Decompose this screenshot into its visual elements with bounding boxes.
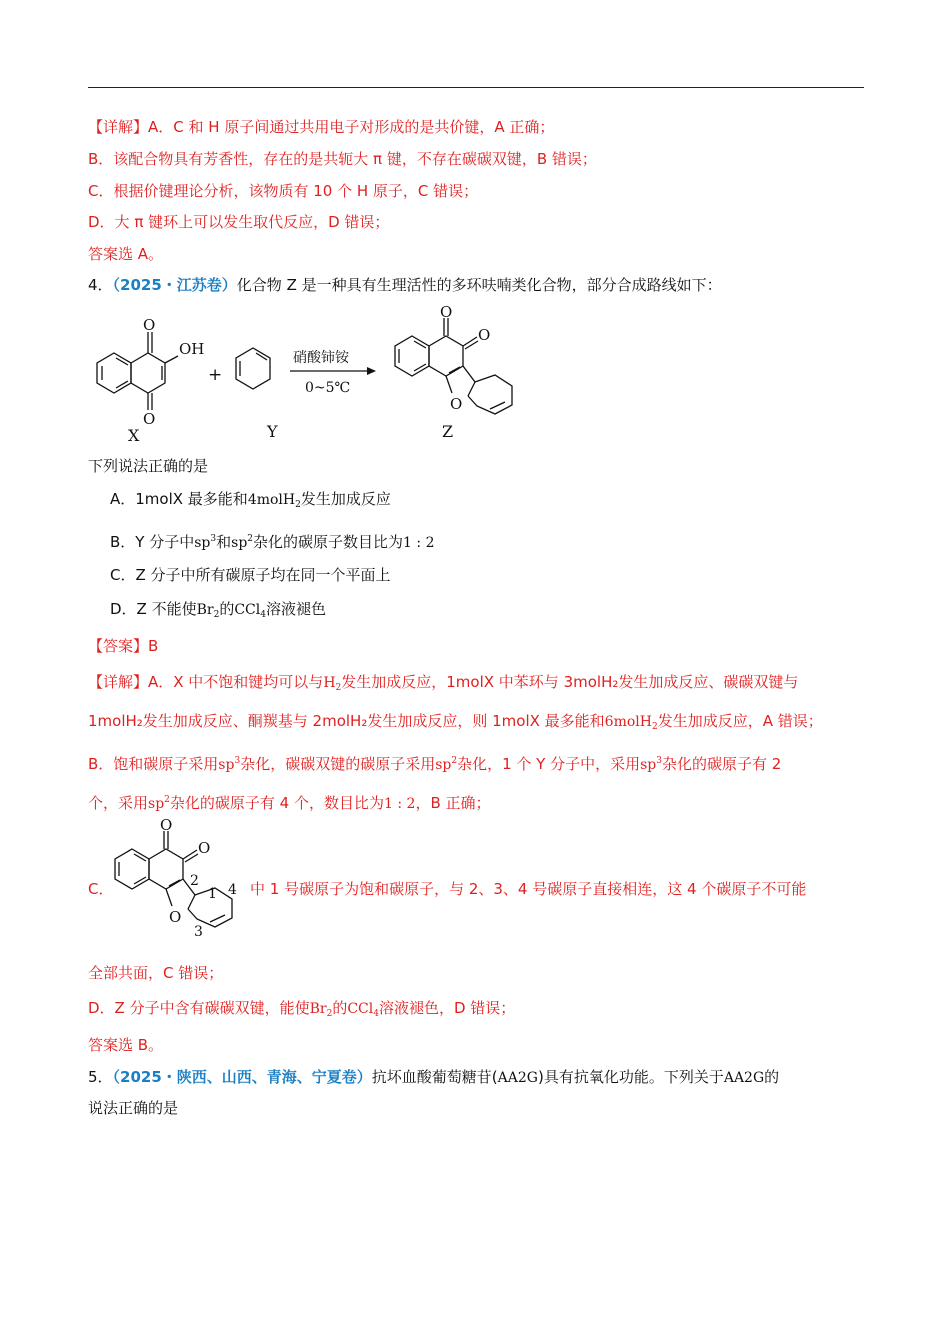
dd-br-sub: 2 bbox=[326, 1009, 333, 1019]
opt-b-sup3: 3 bbox=[210, 534, 217, 544]
q5-stem-line1 bbox=[88, 1067, 779, 1088]
nz-oxygen-furan: O bbox=[169, 908, 182, 926]
q4-source: （2025・江苏卷） bbox=[112, 276, 237, 294]
da-h-sub: 2 bbox=[335, 683, 342, 693]
dd-br: Br bbox=[309, 1001, 327, 1017]
db-sp-d: sp bbox=[148, 796, 165, 812]
carbon-number-2: 2 bbox=[190, 873, 199, 889]
da-text3: 1molH₂发生加成反应、酮羰基与 2molH₂发生加成反应，则 1molX 最多能和 bbox=[88, 712, 605, 730]
da-text2: 发生加成反应，1molX 中苯环与 3molH₂发生加成反应、碳碳双键与 bbox=[341, 673, 799, 691]
condition-text: 0~5℃ bbox=[305, 380, 351, 396]
q5-aa2g-1: AA2G bbox=[497, 1070, 538, 1086]
db-text3: 杂化，1 个 Y 分子中，采用 bbox=[457, 755, 641, 773]
x-hydroxyl: OH bbox=[179, 340, 205, 358]
da-text4: 发生加成反应，A 错误； bbox=[657, 712, 823, 730]
q3-detail-c: C．根据价键理论分析，该物质有 10 个 H 原子，C 错误； bbox=[88, 182, 479, 200]
carbon-number-4: 4 bbox=[228, 882, 237, 898]
opt-d-ccl: CCl bbox=[234, 602, 261, 618]
db-sup-a: 3 bbox=[234, 756, 241, 766]
opt-a-formula: 4molH bbox=[247, 492, 296, 508]
reagent-text: 硝酸铈铵 bbox=[293, 350, 349, 366]
q4-detail-c-prefix: C． bbox=[88, 880, 114, 898]
da-6molh: 6molH bbox=[604, 714, 652, 730]
header-rule bbox=[88, 87, 864, 88]
reaction-arrow-head bbox=[367, 367, 376, 375]
db-text1: B．饱和碳原子采用 bbox=[88, 755, 219, 773]
numbered-z-structure bbox=[108, 816, 258, 942]
q4-option-a[interactable] bbox=[110, 489, 391, 515]
q3-detail-a: 【详解】A．C 和 H 原子间通过共用电子对形成的是共价键，A 正确； bbox=[88, 118, 555, 136]
q5-text2: )具有抗氧化功能。下列关于 bbox=[537, 1068, 724, 1086]
db-text4: 杂化的碳原子有 2 bbox=[662, 755, 782, 773]
q5-text1: 抗坏血酸葡萄糖苷( bbox=[371, 1068, 498, 1086]
db-sup-c: 3 bbox=[656, 756, 662, 766]
db-sp-a: sp bbox=[218, 757, 235, 773]
dd-text2: 溶液褪色，D 错误； bbox=[378, 999, 516, 1017]
opt-a-text2: 发生加成反应 bbox=[300, 490, 391, 508]
nz-oxygen-top: O bbox=[160, 816, 173, 834]
q4-detail-a-line1 bbox=[88, 672, 798, 698]
q4-option-b[interactable] bbox=[110, 529, 434, 553]
compound-y-structure bbox=[236, 348, 270, 389]
opt-b-text2: 杂化的碳原子数目比为 bbox=[253, 533, 404, 551]
opt-b-ratio: 1 : 2 bbox=[403, 535, 435, 551]
da-6molh-sub: 2 bbox=[651, 722, 658, 732]
dd-ccl-sub: 4 bbox=[373, 1009, 379, 1019]
q4-stem: 化合物 Z 是一种具有生理活性的多环呋喃类化合物，部分合成路线如下： bbox=[236, 276, 722, 294]
q4-number: 4． bbox=[88, 276, 113, 294]
opt-b-and: 和 bbox=[216, 533, 232, 551]
label-x: X bbox=[128, 426, 140, 445]
opt-d-text1: D．Z 不能使 bbox=[110, 600, 197, 618]
dd-of: 的 bbox=[332, 999, 348, 1017]
q4-stem-line bbox=[88, 275, 722, 295]
q5-stem-line2: 说法正确的是 bbox=[88, 1099, 179, 1117]
q5-number: 5． bbox=[88, 1068, 113, 1086]
q4-detail-d bbox=[88, 998, 515, 1024]
q4-prompt: 下列说法正确的是 bbox=[88, 457, 209, 475]
nz-oxygen-right: O bbox=[198, 839, 211, 857]
db-text2: 杂化，碳碳双键的碳原子采用 bbox=[240, 755, 436, 773]
opt-d-of: 的 bbox=[219, 600, 235, 618]
q4-detail-a-line2 bbox=[88, 711, 823, 737]
carbon-number-1: 1 bbox=[208, 886, 217, 902]
opt-d-br-sub: 2 bbox=[213, 610, 220, 620]
opt-d-br: Br bbox=[196, 602, 214, 618]
z-oxygen-right: O bbox=[478, 326, 491, 344]
q4-answer: 【答案】B bbox=[88, 637, 159, 655]
q4-detail-b-line1 bbox=[88, 751, 781, 775]
q4-detail-c-line2: 全部共面，C 错误； bbox=[88, 964, 224, 982]
q3-answer: 答案选 A。 bbox=[88, 245, 164, 263]
dd-ccl: CCl bbox=[347, 1001, 374, 1017]
db-text5: 个，采用 bbox=[88, 794, 149, 812]
db-sup-d: 2 bbox=[164, 795, 170, 805]
q4-option-d[interactable] bbox=[110, 599, 326, 625]
q5-text3: 的 bbox=[764, 1068, 780, 1086]
z-oxygen-top: O bbox=[440, 303, 453, 321]
q4-final-answer: 答案选 B。 bbox=[88, 1036, 164, 1054]
q4-option-c[interactable]: C．Z 分子中所有碳原子均在同一个平面上 bbox=[110, 566, 391, 584]
db-sp-c: sp bbox=[640, 757, 657, 773]
q3-detail-b: B．该配合物具有芳香性，存在的是共轭大 π 键，不存在碳碳双键，B 错误； bbox=[88, 150, 597, 168]
opt-b-text1: B．Y 分子中 bbox=[110, 533, 195, 551]
compound-x-structure bbox=[97, 332, 178, 410]
opt-d-text2: 溶液褪色 bbox=[265, 600, 326, 618]
db-text7: ，B 正确； bbox=[415, 794, 491, 812]
db-sp-b: sp bbox=[435, 757, 452, 773]
q3-detail-d: D．大 π 键环上可以发生取代反应，D 错误； bbox=[88, 213, 390, 231]
plus-sign: + bbox=[208, 365, 223, 385]
q4-detail-c-text: 中 1 号碳原子为饱和碳原子，与 2、3、4 号碳原子直接相连，这 4 个碳原子不可能 bbox=[250, 880, 807, 898]
opt-b-sup2: 2 bbox=[247, 534, 254, 544]
label-z: Z bbox=[442, 422, 454, 441]
reaction-scheme bbox=[80, 303, 530, 450]
q5-source: （2025・陕西、山西、青海、宁夏卷） bbox=[112, 1068, 372, 1086]
carbon-number-3: 3 bbox=[194, 924, 203, 940]
db-text6: 杂化的碳原子有 4 个，数目比为 bbox=[169, 794, 384, 812]
da-text1: 【详解】A．X 中不饱和键均可以与 bbox=[88, 673, 324, 691]
label-y: Y bbox=[267, 422, 278, 441]
opt-a-sub: 2 bbox=[295, 500, 301, 510]
q5-aa2g-2: AA2G bbox=[723, 1070, 765, 1086]
x-oxygen-bottom: O bbox=[143, 410, 156, 428]
opt-b-sp2: sp bbox=[231, 535, 248, 551]
dd-text1: D．Z 分子中含有碳碳双键，能使 bbox=[88, 999, 310, 1017]
q4-detail-b-line2 bbox=[88, 790, 491, 814]
opt-d-ccl-sub: 4 bbox=[260, 610, 266, 620]
opt-b-sp3: sp bbox=[194, 535, 211, 551]
opt-a-text1: A．1molX 最多能和 bbox=[110, 490, 248, 508]
db-sup-b: 2 bbox=[451, 756, 458, 766]
db-ratio: 1 : 2 bbox=[384, 796, 416, 812]
x-oxygen-top: O bbox=[143, 316, 156, 334]
da-h: H bbox=[323, 675, 336, 691]
z-oxygen-furan: O bbox=[450, 395, 463, 413]
